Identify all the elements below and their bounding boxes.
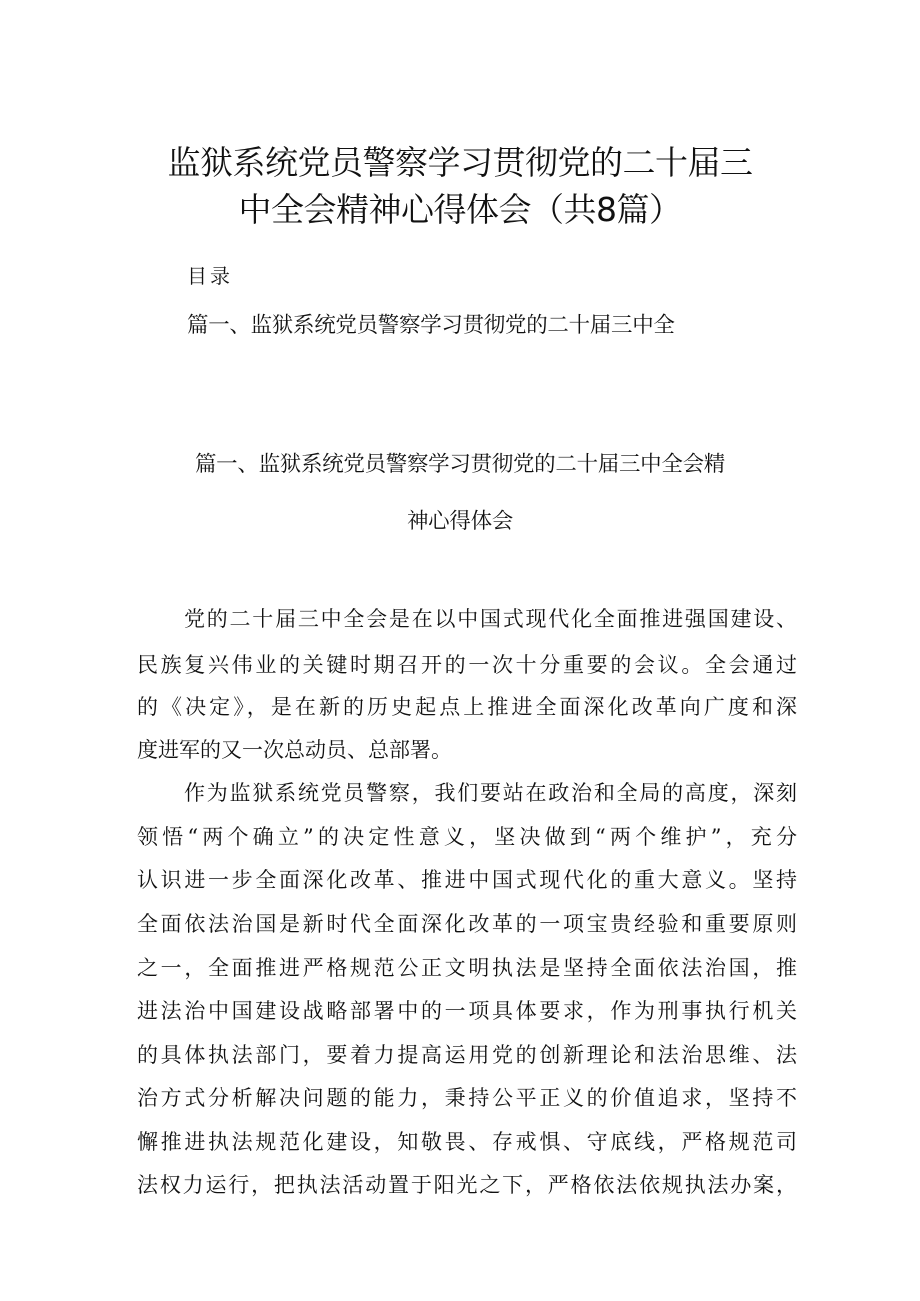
document-title-line-1: 监狱系统党员警察学习贯彻党的二十届三 <box>167 143 753 182</box>
body-line: 党的二十届三中全会是在以中国式现代化全面推进强国建设、 <box>184 607 797 631</box>
body-line: 懈推进执法规范化建设，知敬畏、存戒惧、守底线，严格规范司 <box>137 1130 797 1154</box>
document-title-line-2: 中全会精神心得体会（共8篇） <box>238 190 682 229</box>
body-line: 领悟“两个确立”的决定性意义，坚决做到“两个维护”，充分 <box>137 825 797 849</box>
body-line: 法权力运行，把执法活动置于阳光之下，严格依法依规执法办案， <box>137 1173 797 1197</box>
toc-entry-1[interactable]: 篇一、监狱系统党员警察学习贯彻党的二十届三中全 <box>187 313 675 338</box>
body-line: 全面依法治国是新时代全面深化改革的一项宝贵经验和重要原则 <box>137 912 797 936</box>
body-line: 之一，全面推进严格规范公正文明执法是坚持全面依法治国，推 <box>137 956 797 980</box>
body-line: 度进军的又一次总动员、总部署。 <box>137 738 452 762</box>
body-line: 的《决定》，是在新的历史起点上推进全面深化改革向广度和深 <box>137 695 797 719</box>
body-line: 作为监狱系统党员警察，我们要站在政治和全局的高度，深刻 <box>184 781 797 805</box>
section-title-line-2: 神心得体会 <box>406 509 513 534</box>
body-line: 民族复兴伟业的关键时期召开的一次十分重要的会议。全会通过 <box>137 653 797 677</box>
body-line: 进法治中国建设战略部署中的一项具体要求，作为刑事执行机关 <box>137 999 797 1023</box>
toc-label: 目录 <box>187 264 233 288</box>
body-line: 认识进一步全面深化改革、推进中国式现代化的重大意义。坚持 <box>137 868 797 892</box>
section-title-line-1: 篇一、监狱系统党员警察学习贯彻党的二十届三中全会精 <box>194 452 725 477</box>
body-line: 治方式分析解决问题的能力，秉持公平正义的价值追求，坚持不 <box>137 1086 797 1110</box>
body-line: 的具体执法部门，要着力提高运用党的创新理论和法治思维、法 <box>137 1043 797 1067</box>
